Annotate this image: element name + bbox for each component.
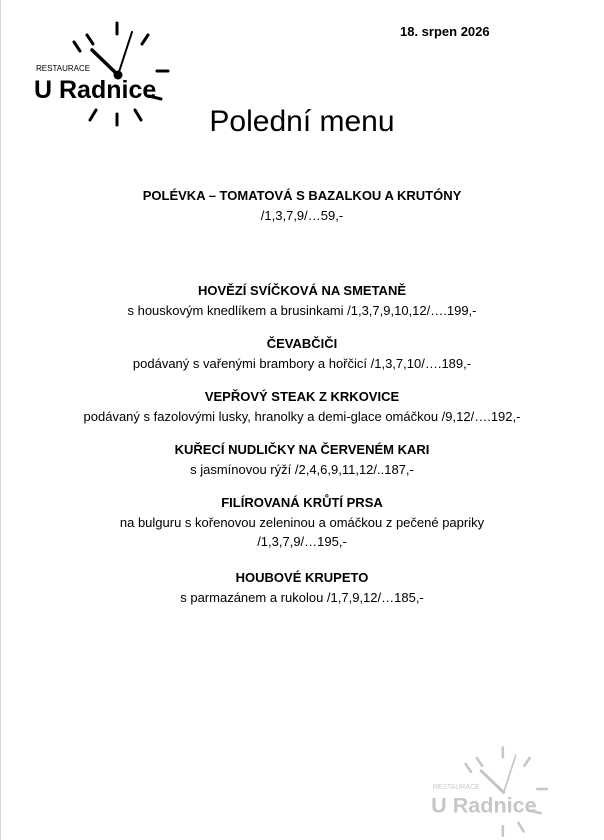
menu-item	[0, 440, 604, 479]
menu-item-description: s houskovým knedlíkem a brusinkami /1,3,7,9,10,12/….199,-	[127, 303, 477, 318]
soup-name: POLÉVKA – TOMATOVÁ S BAZALKOU A KRUTÓNY	[142, 188, 462, 203]
menu-item	[0, 281, 604, 320]
menu-item-name: KUŘECÍ NUDLIČKY NA ČERVENÉM KARI	[174, 442, 430, 457]
menu-item-name: ČEVABČIČI	[266, 336, 338, 351]
menu-date: 18. srpen 2026	[400, 24, 490, 39]
menu-item-name: FILÍROVANÁ KRŮTÍ PRSA	[221, 495, 383, 510]
menu-item-name: HOUBOVÉ KRUPETO	[235, 570, 369, 585]
menu-item-description: s parmazánem a rukolou /1,7,9,12/…185,-	[180, 590, 424, 605]
soup-detail: /1,3,7,9/…59,-	[260, 208, 344, 223]
menu-item-description: podávaný s vařenými brambory a hořčicí /1,3,7,10/….189,-	[132, 356, 472, 371]
logo-name-text: U Radnice	[34, 76, 157, 104]
menu-item-description: na bulguru s kořenovou zeleninou a omáčkou z pečené papriky	[119, 515, 485, 530]
logo-restaurace-text: RESTAURACE	[36, 64, 91, 73]
menu-item-description: podávaný s fazolovými lusky, hranolky a demi-glace omáčkou /9,12/….192,-	[83, 409, 521, 424]
menu-item	[0, 493, 604, 551]
menu-item-description: s jasmínovou rýží /2,4,6,9,11,12/..187,-	[190, 462, 414, 477]
page-title: Polední menu	[209, 105, 395, 138]
menu-item	[0, 334, 604, 373]
watermark-logo	[418, 745, 560, 840]
soup-item	[0, 186, 604, 225]
watermark-restaurace-text: RESTAURACE	[432, 784, 480, 792]
menu-item	[0, 387, 604, 426]
menu-list	[0, 186, 604, 607]
menu-item-name: HOVĚZÍ SVÍČKOVÁ NA SMETANĚ	[197, 283, 407, 298]
watermark-name-text: U Radnice	[431, 792, 537, 818]
menu-item-description: /1,3,7,9/…195,-	[257, 534, 347, 549]
menu-item	[0, 568, 604, 607]
menu-item-name: VEPŘOVÝ STEAK Z KRKOVICE	[204, 389, 400, 404]
